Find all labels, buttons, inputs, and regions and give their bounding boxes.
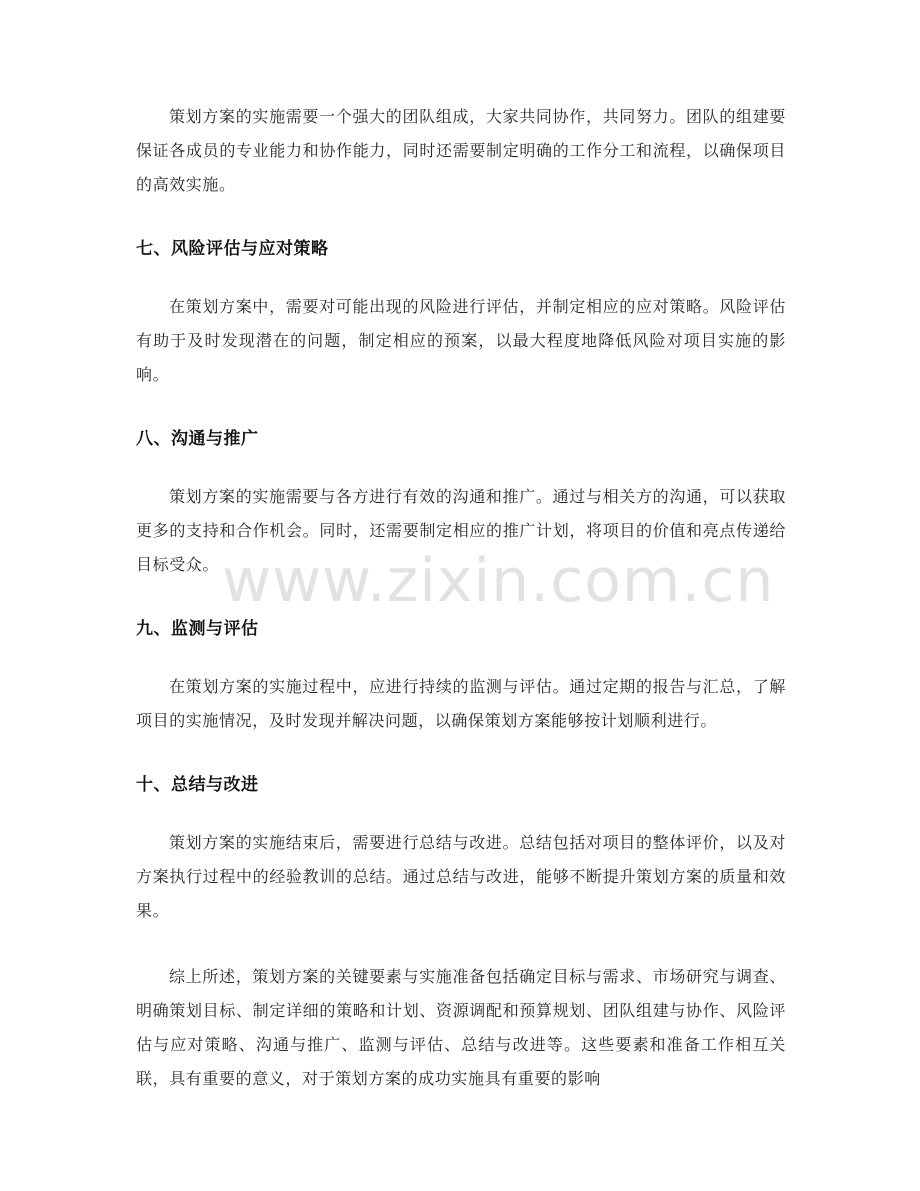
section-heading-monitoring: 九、监测与评估: [136, 619, 259, 639]
section-heading-risk: 七、风险评估与应对策略: [136, 239, 329, 259]
team-paragraph: 策划方案的实施需要一个强大的团队组成，大家共同协作，共同努力。团队的组建要保证各成员的专业能力和协作能力，同时还需要制定明确的工作分工和流程，以确保项目的高效实施。: [136, 107, 786, 194]
section-heading-communication: 八、沟通与推广: [136, 429, 259, 449]
summary-paragraph: 策划方案的实施结束后，需要进行总结与改进。总结包括对项目的整体评价，以及对方案执行过程中的经验教训的总结。通过总结与改进，能够不断提升策划方案的质量和效果。: [136, 833, 786, 920]
communication-paragraph: 策划方案的实施需要与各方进行有效的沟通和推广。通过与相关方的沟通，可以获取更多的支持和合作机会。同时，还需要制定相应的推广计划，将项目的价值和亮点传递给目标受众。: [136, 487, 786, 574]
monitoring-paragraph: 在策划方案的实施过程中，应进行持续的监测与评估。通过定期的报告与汇总，了解项目的实施情况，及时发现并解决问题，以确保策划方案能够按计划顺利进行。: [136, 677, 786, 730]
section-heading-summary: 十、总结与改进: [136, 775, 259, 795]
risk-paragraph: 在策划方案中，需要对可能出现的风险进行评估，并制定相应的应对策略。风险评估有助于及时发现潜在的问题，制定相应的预案，以最大程度地降低风险对项目实施的影响。: [136, 297, 786, 384]
document-page: [136, 100, 786, 1128]
conclusion-paragraph: 综上所述，策划方案的关键要素与实施准备包括确定目标与需求、市场研究与调查、明确策划目标、制定详细的策略和计划、资源调配和预算规划、团队组建与协作、风险评估与应对策略、沟通与推广、监测与评估、总结与改进等。这些要素和准备工作相互关联，具有重要的意义，对于策划方案的成功实施具有重要的影响: [136, 967, 786, 1088]
watermark: www.zixin.com.cn: [222, 546, 775, 616]
